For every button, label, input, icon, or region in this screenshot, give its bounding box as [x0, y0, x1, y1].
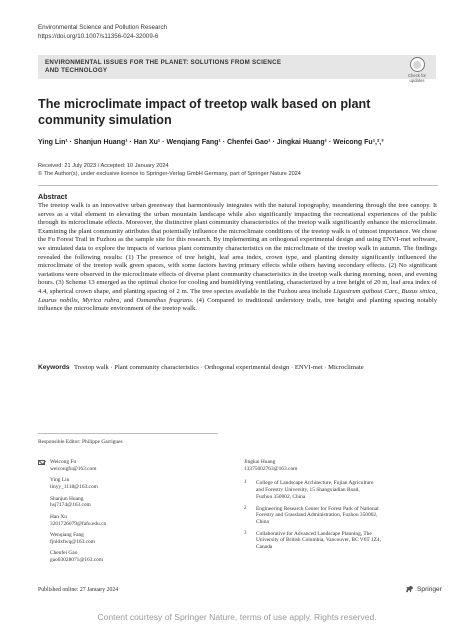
keywords	[38, 364, 438, 371]
species-name: Ligustrum quihoui Carr.	[333, 287, 399, 295]
received-accepted: Received: 21 July 2023 / Accepted: 10 January 2024	[38, 163, 169, 169]
affiliation-number: 2	[244, 505, 247, 511]
affiliation-line: University of British Columbia, Vancouver, BC V6T 1Z4,	[256, 537, 381, 544]
affiliation-number: 1	[244, 480, 247, 486]
affiliation-line: Forestry and Grassland Administration, Fuzhou 350002,	[256, 512, 378, 519]
species-name: Myrica rubra	[82, 296, 120, 304]
author-contacts	[38, 459, 218, 569]
affiliation	[244, 531, 439, 551]
contact-name: Ying Lin	[50, 477, 70, 484]
contact-email[interactable]: 3201726079@fafu.edu.cn	[50, 520, 107, 527]
affiliation-line: College of Landscape Architecture, Fujian Agriculture	[256, 480, 374, 487]
contact-email[interactable]: fjnldxfwq@163.com	[50, 538, 95, 545]
contact-name: Shanjun Huang	[50, 495, 84, 502]
springer-horse-icon	[405, 585, 414, 593]
published-online: Published online: 27 January 2024	[38, 587, 119, 593]
affiliation-line: Canada	[256, 544, 273, 551]
contact-name: Chenfei Gao	[50, 550, 78, 557]
check-updates-icon	[410, 57, 425, 72]
envelope-icon	[38, 460, 45, 465]
abstract-heading: Abstract	[38, 192, 68, 201]
contact-email[interactable]: gao03028071@163.com	[50, 557, 104, 564]
species-name: Laurus nobilis	[38, 296, 78, 304]
article-dates	[38, 162, 301, 178]
separator: , and	[119, 296, 137, 304]
copyright-notice: © The Author(s), under exclusive licence to Springer-Verlag GmbH Germany, part of Springer Nature 2024	[38, 171, 301, 178]
affiliation-line: Fuzhou 350002, China	[256, 493, 306, 500]
keywords-text: Treetop walk · Plant community characteristics · Orthogonal experimental design · ENVI-met · Microclimate	[74, 364, 364, 371]
separator: ,	[398, 287, 402, 295]
affiliation-number: 3	[244, 530, 247, 536]
species-name: Osmanthus fragrans	[136, 296, 192, 304]
contact-name: Wenqiang Fang	[50, 532, 84, 539]
affiliations-column	[244, 459, 439, 556]
topical-collection-banner	[38, 55, 436, 79]
springer-logo	[405, 585, 442, 593]
check-updates-line-2: updates	[409, 78, 425, 83]
journal-name: Environmental Science and Pollution Research	[38, 24, 167, 31]
abstract-text: . (4) Compared to traditional understory trails, tree height and planting spacing notably influence the microclimate environment of the treetop walk.	[38, 296, 438, 313]
contact-email[interactable]: weicongfu@163.com	[50, 465, 97, 472]
banner-line-1: ENVIRONMENTAL ISSUES FOR THE PLANET: SOLUTIONS FROM SCIENCE	[45, 59, 282, 66]
contact-name: Han Xu	[50, 513, 67, 520]
journal-header	[38, 24, 167, 41]
author-list: Ying Lin¹ · Shanjun Huang¹ · Han Xu¹ · Wenqiang Fang¹ · Chenfei Gao¹ · Jingkai Huang¹ · Weicong Fu¹,²,³	[38, 139, 384, 146]
contact-item	[38, 532, 218, 545]
doi-link[interactable]: https://doi.org/10.1007/s11356-024-32009-6	[38, 32, 159, 40]
affiliation	[244, 506, 439, 526]
abstract-text: The treetop walk is an innovative urban greenway that harmoniously integrates with the natural topography, meandering through the tree canopy. It serves as a vital element in elevating the urban mountain landscape while also significantly impacting the recreational experiences of the public through its microclimate effects. Moreover, the distinctive plant community characteristics of the treetop walk significantly enhance the microclimate. Examining the plant community attributes that potentially influence the microclimate conditions of the treetop walk is of utmost importance. We chose the Fu Forest Trail in Fuzhou as the sample site for this research. By implementing an orthogonal experimental design and using ENVI-met software, we simulated data to explore the impacts of various plant community characteristics on the microclimate of the treetop walk in autumn. The findings revealed the following results: (1) The presence of tree height, leaf area index, crown type, and planting density significantly influenced the microclimate of the treetop walk green spaces, with some factors having primary effects while others having secondary effects. (2) No significant variations were observed in the microclimate effects of diverse plant community characteristics in the treetop walk during morning, noon, and evening hours. (3) Scheme 13 emerged as the optimal choice for cooling and humidifying ventilating, characterized by a tree height of 20 m, leaf area index of 4.4, spherical crown shape, and planting spacing of 2 m. The tree species available in the Fuzhou area include	[38, 202, 437, 295]
contact-item	[38, 550, 218, 563]
contact-email[interactable]: 13375002763@163.com	[244, 465, 298, 472]
affiliation-line: Collaborative for Advanced Landscape Planning, The	[256, 530, 372, 537]
contact-name: Weicong Fu	[50, 459, 77, 465]
abstract-body	[38, 202, 437, 314]
courtesy-footer: Content courtesy of Springer Nature, terms of use apply. Rights reserved.	[97, 612, 377, 622]
contact-item	[38, 477, 218, 490]
contact-item	[38, 514, 218, 527]
affiliation-line: China	[256, 518, 269, 525]
responsible-editor: Responsible Editor: Philippe Garrigues	[38, 439, 123, 445]
footnote-divider	[38, 433, 218, 434]
contact-email[interactable]: linyy_1118@163.com	[50, 484, 98, 490]
publisher-name: Springer	[417, 585, 442, 593]
contact-email[interactable]: hsj7174@163.com	[50, 502, 91, 509]
separator: ,	[435, 287, 437, 295]
divider	[38, 185, 438, 186]
check-updates-line-1: Check for	[408, 73, 426, 78]
species-name: Buxus sinica	[401, 287, 436, 295]
check-for-updates-badge[interactable]	[400, 57, 434, 83]
keywords-label: Keywords	[38, 364, 70, 371]
contact-name: Jingkai Huang	[244, 459, 276, 465]
separator: ,	[77, 296, 83, 304]
affiliation	[244, 480, 439, 500]
article-title: The microclimate impact of treetop walk based on plant community simulation	[38, 97, 371, 127]
banner-line-2: AND TECHNOLOGY	[45, 67, 108, 74]
contact-item	[38, 459, 218, 472]
affiliation-line: and Forestry University, 15 Shangxiadian Road,	[256, 487, 360, 494]
contact-item	[38, 496, 218, 509]
contact-item	[244, 459, 439, 472]
affiliation-line: Engineering Research Center for Forest Park of National	[256, 505, 379, 512]
